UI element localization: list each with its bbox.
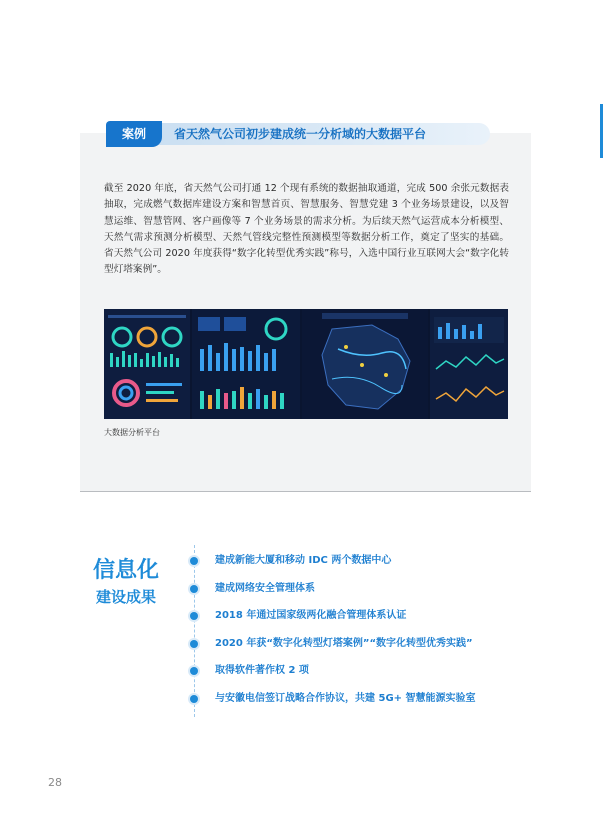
results-heading [86,557,166,608]
dashboard-left-panel [104,309,190,419]
dashboard-middle-graphic [192,309,300,419]
province-map-graphic [302,309,428,419]
bullet-dot-icon [190,557,198,565]
results-heading-line2: 建设成果 [95,588,156,606]
list-item [187,635,587,663]
case-header [106,121,490,147]
dashboard-left-graphic [104,309,190,419]
bullet-dot-icon [190,640,198,648]
bullet-dot-icon [190,695,198,703]
results-list [187,552,587,717]
dashboard-right-panel [430,309,508,419]
bullet-dot-icon [190,585,198,593]
dashboard-right-graphic [430,309,508,419]
case-title: 省天然气公司初步建成统一分析域的大数据平台 [174,127,427,141]
dashboard-middle-panel [192,309,300,419]
bullet-dot-icon [190,612,198,620]
page-number: 28 [48,776,62,789]
case-body-text: 截至 2020 年底，省天然气公司打通 12 个现有系统的数据抽取通道，完成 500 余张元数据表抽取，完成燃气数据库建设方案和智慧首页、智慧服务、智慧党建 3 个业务场景建设，以及智慧运维、智慧管网、客户画像等 7 个业务场景的需求分析。为后续天然气运营成本分析模型、天然气需求预测分析模型、天然气管线完整性预测模型等数据分析工作，奠定了坚实的基础。省天然气公司 2020 年度获得“数字化转型优秀实践”称号，入选中国行业互联网大会“数字化转型灯塔案例”。 [104,183,509,276]
case-label: 案例 [106,121,162,147]
list-item [187,580,587,608]
results-heading-line1: 信息化 [92,558,159,583]
list-item [187,690,587,718]
list-item-text: 建成新能大厦和移动 IDC 两个数据中心 [215,555,392,566]
list-item [187,552,587,580]
bullet-dot-icon [190,667,198,675]
list-item-text: 与安徽电信签订战略合作协议，共建 5G+ 智慧能源实验室 [215,692,476,704]
list-item-text: 建成网络安全管理体系 [215,582,315,594]
dashboard-map-panel [302,309,428,419]
big-data-platform-screenshot [104,309,508,419]
list-item-text: 2018 年通过国家级两化融合管理体系认证 [215,610,407,621]
list-item-text: 取得软件著作权 2 项 [215,665,309,676]
list-item [187,607,587,635]
image-caption: 大数据分析平台 [104,428,160,437]
list-item-text: 2020 年获“数字化转型灯塔案例”“数字化转型优秀实践” [215,637,473,649]
list-item [187,662,587,690]
